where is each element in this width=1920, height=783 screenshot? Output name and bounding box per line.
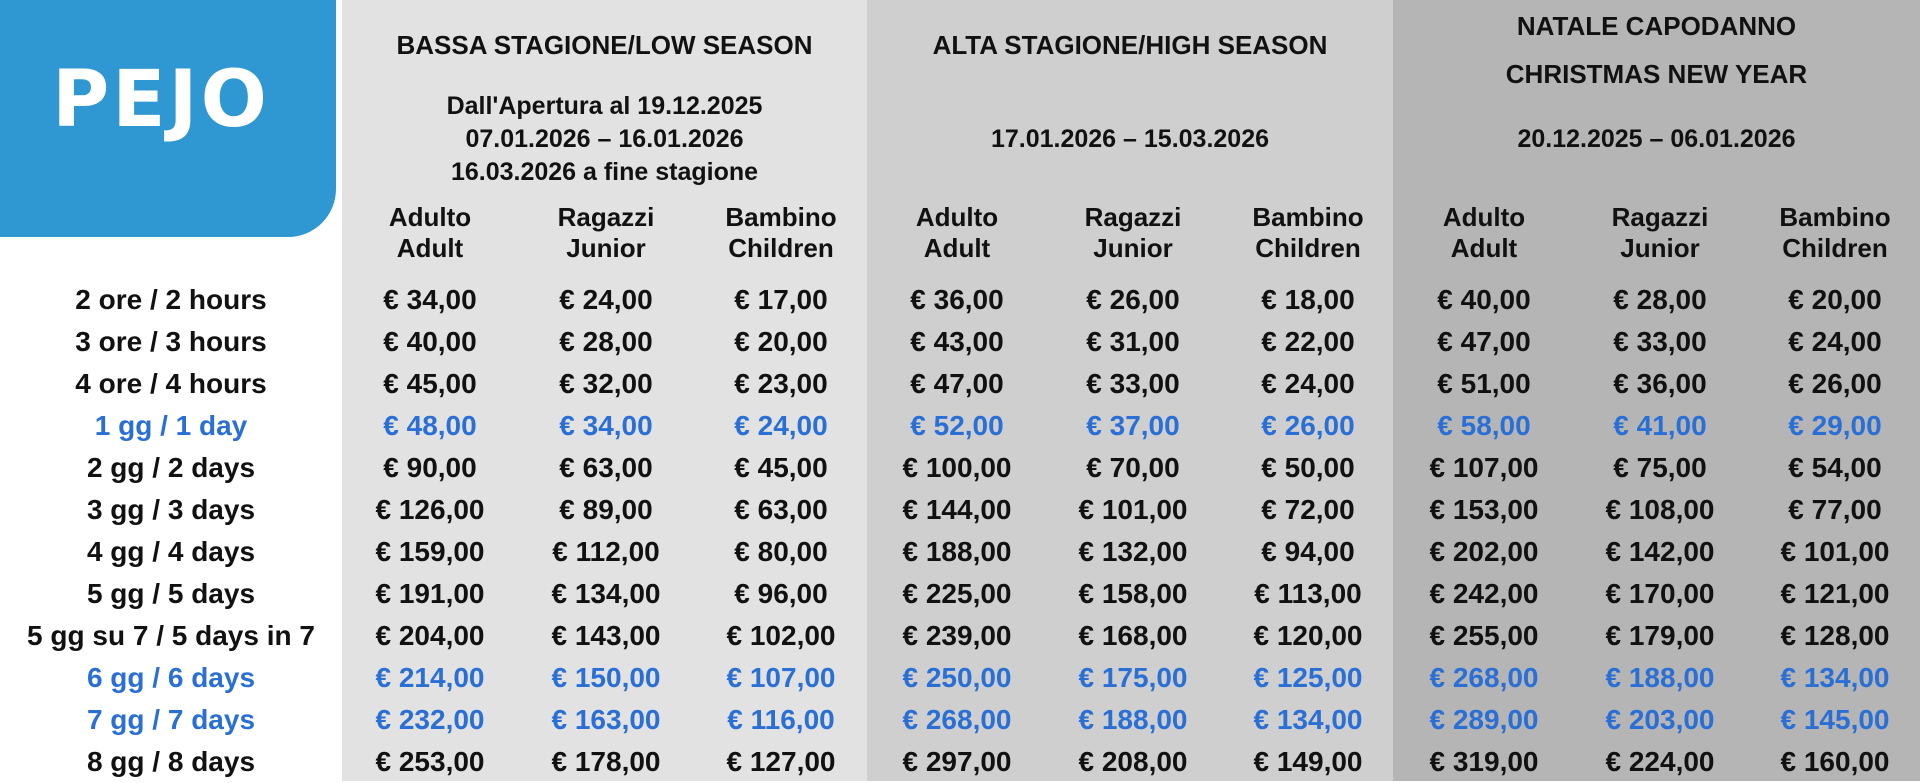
price-cell: € 112,00 — [552, 536, 660, 567]
price-cell: € 149,00 — [1253, 746, 1363, 777]
price-cell: € 175,00 — [1078, 662, 1188, 693]
price-cell: € 128,00 — [1780, 620, 1890, 651]
price-cell: € 159,00 — [375, 536, 485, 567]
price-cell: € 47,00 — [1437, 326, 1531, 357]
price-cell: € 37,00 — [1086, 410, 1180, 441]
price-cell: € 178,00 — [551, 746, 661, 777]
column-header-english: Children — [1255, 233, 1361, 263]
column-header-italian: Bambino — [1779, 202, 1891, 232]
price-cell: € 242,00 — [1429, 578, 1539, 609]
column-header-english: Children — [1782, 233, 1888, 263]
price-cell: € 204,00 — [375, 620, 485, 651]
price-cell: € 145,00 — [1780, 704, 1890, 735]
price-cell: € 33,00 — [1086, 368, 1180, 399]
price-cell: € 116,00 — [727, 704, 835, 735]
price-cell: € 90,00 — [383, 452, 477, 483]
column-header-italian: Ragazzi — [1084, 202, 1182, 232]
price-cell: € 24,00 — [1261, 368, 1355, 399]
column-header — [1747, 202, 1920, 264]
price-cell: € 208,00 — [1078, 746, 1188, 777]
price-cell: € 58,00 — [1437, 410, 1531, 441]
row-label: 6 gg / 6 days — [86, 662, 256, 693]
price-cell: € 250,00 — [902, 662, 1012, 693]
price-cell: € 134,00 — [1780, 662, 1890, 693]
price-cell: € 24,00 — [734, 410, 828, 441]
row-label: 3 ore / 3 hours — [75, 326, 267, 357]
price-cell: € 50,00 — [1261, 452, 1355, 483]
row-label: 1 gg / 1 day — [94, 410, 248, 441]
price-cell: € 28,00 — [559, 326, 653, 357]
row-label: 2 ore / 2 hours — [75, 284, 267, 315]
row-label: 2 gg / 2 days — [86, 452, 256, 483]
price-cell: € 24,00 — [559, 284, 653, 315]
price-cell: € 319,00 — [1429, 746, 1539, 777]
price-cell: € 41,00 — [1613, 410, 1707, 441]
price-cell: € 179,00 — [1605, 620, 1715, 651]
price-cell: € 108,00 — [1605, 494, 1715, 525]
column-header-english: Adult — [1450, 233, 1518, 263]
low-season-date-line: 07.01.2026 – 16.01.2026 — [465, 125, 744, 153]
row-label: 5 gg su 7 / 5 days in 7 — [27, 620, 315, 651]
price-cell: € 43,00 — [910, 326, 1004, 357]
column-header — [1045, 202, 1221, 264]
column-header — [869, 202, 1045, 264]
price-cell: € 22,00 — [1261, 326, 1355, 357]
column-header-english: Junior — [1093, 233, 1173, 263]
price-cell: € 20,00 — [1788, 284, 1882, 315]
price-cell: € 94,00 — [1261, 536, 1355, 567]
price-cell: € 143,00 — [551, 620, 661, 651]
price-cell: € 54,00 — [1788, 452, 1882, 483]
price-cell: € 96,00 — [734, 578, 828, 609]
price-cell: € 168,00 — [1078, 620, 1188, 651]
price-cell: € 23,00 — [734, 368, 828, 399]
price-cell: € 107,00 — [1429, 452, 1539, 483]
price-cell: € 18,00 — [1261, 284, 1355, 315]
price-cell: € 102,00 — [726, 620, 836, 651]
column-header-italian: Ragazzi — [557, 202, 655, 232]
price-cell: € 40,00 — [1437, 284, 1531, 315]
price-cell: € 31,00 — [1086, 326, 1180, 357]
price-cell: € 188,00 — [902, 536, 1012, 567]
low-season-date-line: Dall'Apertura al 19.12.2025 — [446, 92, 763, 120]
price-cell: € 24,00 — [1788, 326, 1882, 357]
row-label: 7 gg / 7 days — [86, 704, 256, 735]
price-cell: € 224,00 — [1605, 746, 1715, 777]
price-cell: € 268,00 — [902, 704, 1012, 735]
price-cell: € 36,00 — [910, 284, 1004, 315]
low-season-title: BASSA STAGIONE/LOW SEASON — [396, 30, 813, 60]
row-label: 4 gg / 4 days — [86, 536, 256, 567]
column-header-english: Junior — [1620, 233, 1700, 263]
christmas-season-date-line: 20.12.2025 – 06.01.2026 — [1517, 125, 1796, 153]
price-cell: € 144,00 — [902, 494, 1012, 525]
low-season-dates — [342, 90, 867, 189]
christmas-title-line: CHRISTMAS NEW YEAR — [1505, 59, 1808, 89]
christmas-title-line: NATALE CAPODANNO — [1516, 11, 1797, 41]
column-header — [1220, 202, 1396, 264]
column-header-english: Junior — [566, 233, 646, 263]
price-cell: € 75,00 — [1613, 452, 1707, 483]
price-cell: € 203,00 — [1605, 704, 1715, 735]
price-cell: € 48,00 — [383, 410, 477, 441]
price-cell: € 255,00 — [1429, 620, 1539, 651]
price-cell: € 191,00 — [375, 578, 485, 609]
low-season-date-line: 16.03.2026 a fine stagione — [450, 158, 759, 186]
price-cell: € 163,00 — [551, 704, 661, 735]
high-season-dates — [867, 123, 1393, 156]
price-cell: € 34,00 — [383, 284, 477, 315]
column-header — [1572, 202, 1748, 264]
price-cell: € 34,00 — [559, 410, 653, 441]
christmas-season-dates — [1393, 123, 1920, 156]
price-cell: € 47,00 — [910, 368, 1004, 399]
price-cell: € 72,00 — [1261, 494, 1355, 525]
price-cell: € 33,00 — [1613, 326, 1707, 357]
price-cell: € 100,00 — [902, 452, 1012, 483]
price-cell: € 232,00 — [375, 704, 485, 735]
column-header-english: Adult — [923, 233, 991, 263]
column-header-italian: Adulto — [388, 202, 472, 232]
high-season-date-line: 17.01.2026 – 15.03.2026 — [990, 125, 1270, 153]
price-cell: € 63,00 — [734, 494, 828, 525]
price-cell: € 214,00 — [375, 662, 485, 693]
price-cell: € 188,00 — [1078, 704, 1188, 735]
price-cell: € 150,00 — [551, 662, 661, 693]
price-cell: € 45,00 — [734, 452, 828, 483]
column-header-italian: Adulto — [1442, 202, 1526, 232]
price-cell: € 70,00 — [1086, 452, 1180, 483]
price-cell: € 153,00 — [1429, 494, 1539, 525]
price-cell: € 52,00 — [910, 410, 1004, 441]
price-cell: € 17,00 — [734, 284, 828, 315]
price-cell: € 170,00 — [1605, 578, 1715, 609]
price-cell: € 101,00 — [1078, 494, 1188, 525]
high-season-title: ALTA STAGIONE/HIGH SEASON — [932, 30, 1328, 60]
price-cell: € 63,00 — [559, 452, 653, 483]
column-header-italian: Bambino — [1252, 202, 1364, 232]
price-cell: € 29,00 — [1788, 410, 1882, 441]
row-label: 5 gg / 5 days — [86, 578, 256, 609]
price-cell: € 26,00 — [1086, 284, 1180, 315]
price-cell: € 134,00 — [551, 578, 661, 609]
price-cell: € 297,00 — [902, 746, 1012, 777]
price-cell: € 188,00 — [1605, 662, 1715, 693]
price-cell: € 20,00 — [734, 326, 828, 357]
price-cell: € 142,00 — [1605, 536, 1715, 567]
price-cell: € 107,00 — [726, 662, 836, 693]
price-cell: € 225,00 — [902, 578, 1012, 609]
price-cell: € 77,00 — [1788, 494, 1882, 525]
price-cell: € 26,00 — [1788, 368, 1882, 399]
price-cell: € 158,00 — [1078, 578, 1188, 609]
column-header-italian: Adulto — [915, 202, 999, 232]
price-cell: € 36,00 — [1613, 368, 1707, 399]
logo-text: PEJO — [52, 55, 270, 145]
price-cell: € 253,00 — [375, 746, 485, 777]
price-cell: € 202,00 — [1429, 536, 1539, 567]
price-cell: € 268,00 — [1429, 662, 1539, 693]
price-cell: € 28,00 — [1613, 284, 1707, 315]
row-label: 3 gg / 3 days — [86, 494, 256, 525]
pejo-logo — [0, 0, 336, 237]
column-header-italian: Ragazzi — [1611, 202, 1709, 232]
price-cell: € 32,00 — [559, 368, 653, 399]
row-label: 8 gg / 8 days — [86, 746, 256, 777]
price-cell: € 120,00 — [1253, 620, 1363, 651]
price-cell: € 51,00 — [1437, 368, 1531, 399]
price-cell: € 121,00 — [1780, 578, 1890, 609]
price-cell: € 101,00 — [1780, 536, 1890, 567]
column-header — [693, 202, 869, 264]
price-cell: € 127,00 — [726, 746, 836, 777]
column-header — [518, 202, 694, 264]
price-cell: € 160,00 — [1780, 746, 1890, 777]
row-label: 4 ore / 4 hours — [75, 368, 267, 399]
price-cell: € 289,00 — [1429, 704, 1539, 735]
column-header-english: Adult — [396, 233, 464, 263]
column-header-italian: Bambino — [725, 202, 837, 232]
column-header — [1396, 202, 1572, 264]
price-cell: € 80,00 — [734, 536, 828, 567]
column-header — [342, 202, 518, 264]
price-cell: € 40,00 — [383, 326, 477, 357]
price-cell: € 26,00 — [1261, 410, 1355, 441]
price-cell: € 239,00 — [902, 620, 1012, 651]
price-cell: € 45,00 — [383, 368, 477, 399]
price-cell: € 134,00 — [1253, 704, 1363, 735]
price-cell: € 126,00 — [375, 494, 485, 525]
price-cell: € 125,00 — [1253, 662, 1363, 693]
price-cell: € 89,00 — [559, 494, 653, 525]
column-header-english: Children — [728, 233, 834, 263]
christmas-season-title — [1393, 2, 1920, 98]
price-cell: € 132,00 — [1078, 536, 1188, 567]
price-cell: € 113,00 — [1254, 578, 1362, 609]
